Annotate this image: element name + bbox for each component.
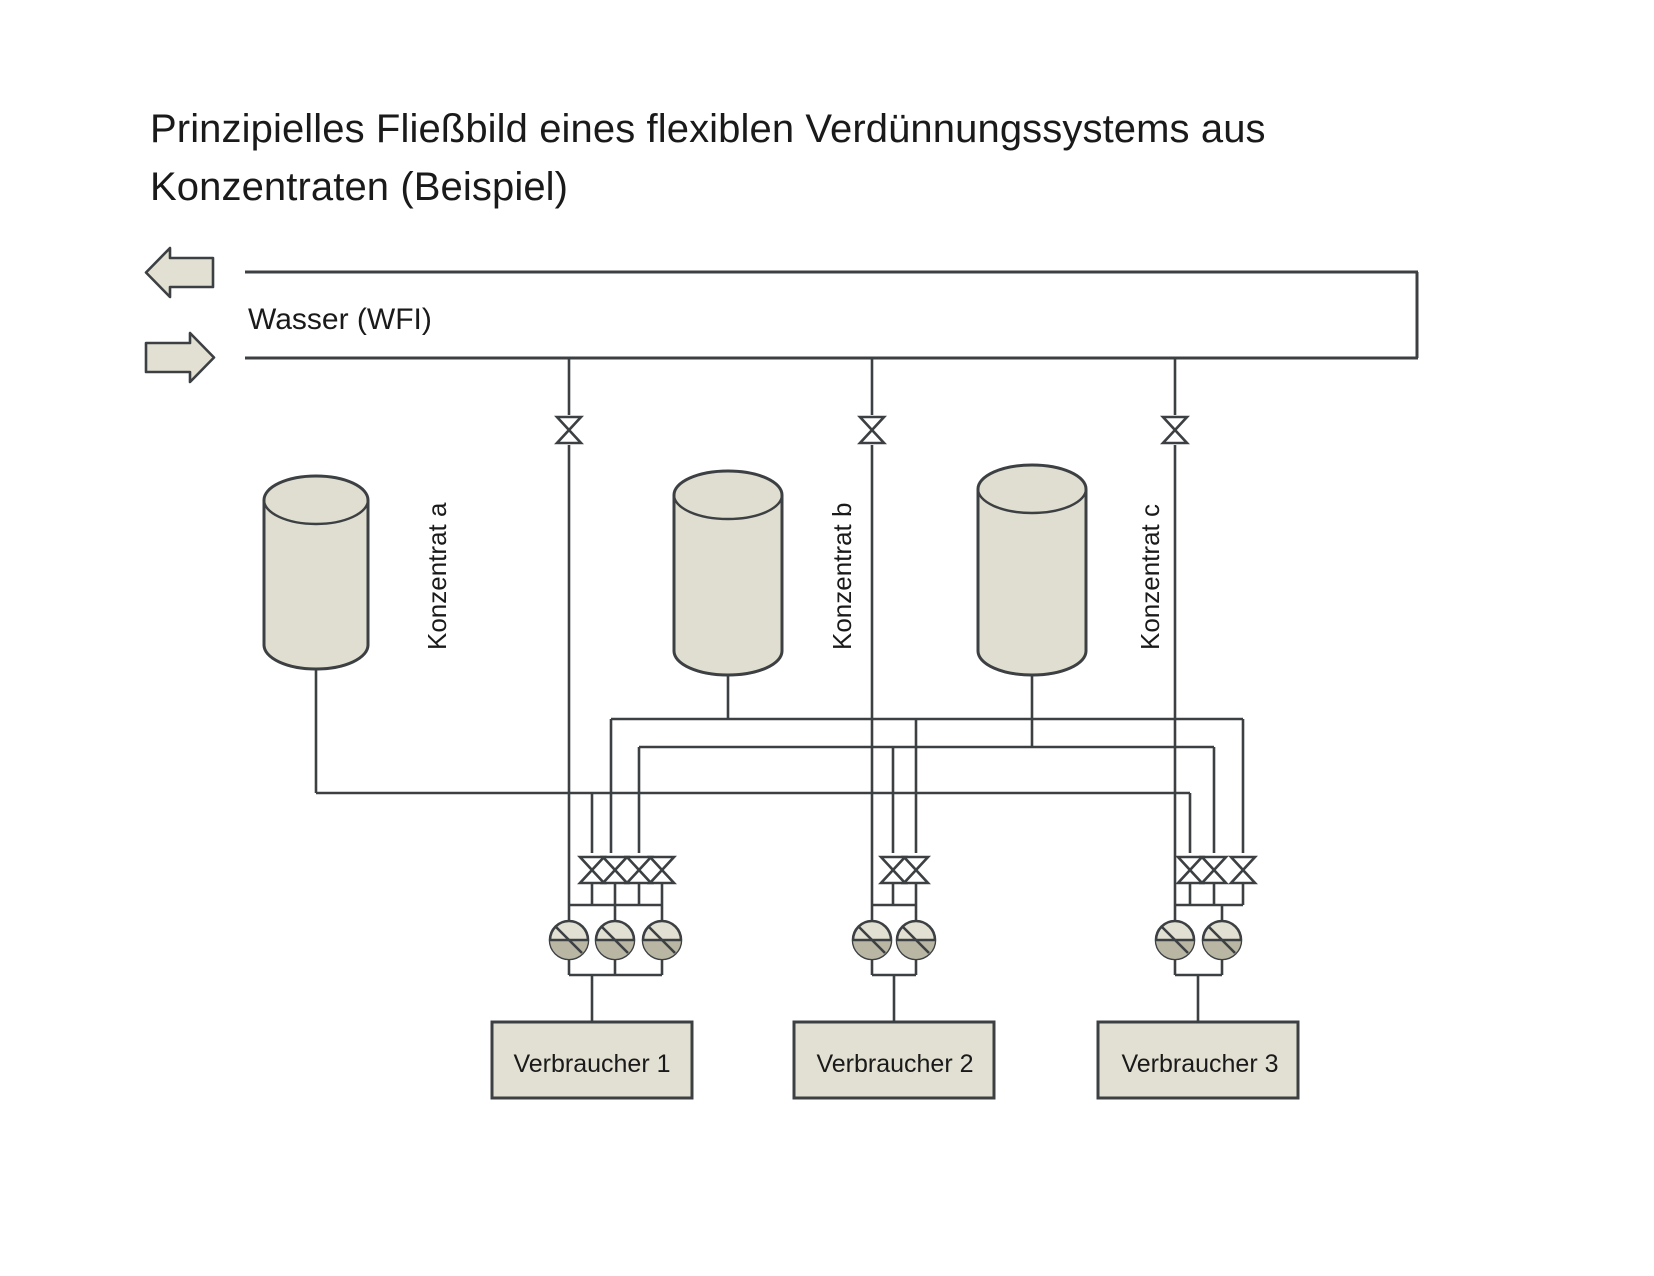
pump-c2-1[interactable] xyxy=(853,921,891,959)
valve-c1-wfi[interactable] xyxy=(603,857,627,883)
pump-c1-2[interactable] xyxy=(596,921,634,959)
tank-b-label: Konzentrat b xyxy=(827,502,857,650)
valve-wfi-2[interactable] xyxy=(860,417,884,443)
water-header-label: Wasser (WFI) xyxy=(248,303,432,336)
arrow-left-icon xyxy=(146,248,213,297)
valve-c2-b[interactable] xyxy=(904,857,928,883)
consumer-2-label: Verbraucher 2 xyxy=(816,1050,974,1078)
valve-c1-c[interactable] xyxy=(627,857,651,883)
tank-konzentrat-b xyxy=(674,471,782,719)
consumer-3-label: Verbraucher 3 xyxy=(1121,1050,1279,1078)
concentrate-b-header xyxy=(611,719,1243,853)
valve-c3-a[interactable] xyxy=(1178,857,1202,883)
valve-c1-b[interactable] xyxy=(650,857,674,883)
pump-c3-1[interactable] xyxy=(1156,921,1194,959)
concentrate-c-header xyxy=(639,747,1214,853)
concentrate-a-header xyxy=(592,793,1190,853)
valve-c3-c[interactable] xyxy=(1202,857,1226,883)
tank-c-label: Konzentrat c xyxy=(1135,504,1165,650)
pump-c3-2[interactable] xyxy=(1203,921,1241,959)
tank-a-label: Konzentrat a xyxy=(422,502,452,650)
arrow-right-icon xyxy=(146,333,214,382)
valve-c1-a[interactable] xyxy=(580,857,604,883)
valve-wfi-3[interactable] xyxy=(1163,417,1187,443)
pump-c1-1[interactable] xyxy=(550,921,588,959)
valve-c2-c[interactable] xyxy=(881,857,905,883)
pump-c1-3[interactable] xyxy=(643,921,681,959)
consumer-1-label: Verbraucher 1 xyxy=(513,1050,671,1078)
valve-wfi-1[interactable] xyxy=(557,417,581,443)
page-title: Prinzipielles Fließbild eines flexiblen Verdünnungssystems aus Konzentraten (Beispiel) xyxy=(150,107,1266,209)
valve-c3-b[interactable] xyxy=(1231,857,1255,883)
pump-c2-2[interactable] xyxy=(897,921,935,959)
tank-konzentrat-c xyxy=(978,465,1086,747)
